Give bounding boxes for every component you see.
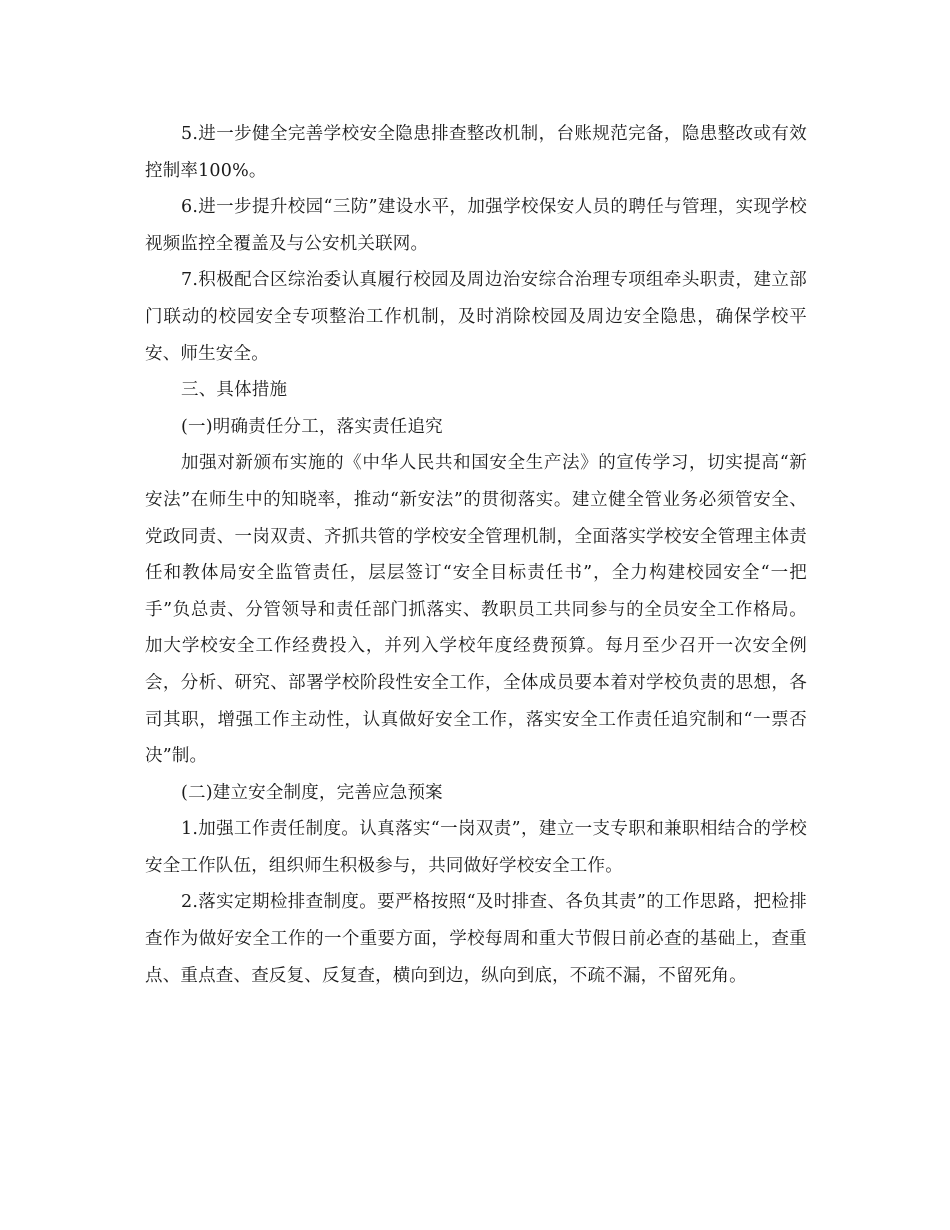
subheading-responsibility: (一)明确责任分工，落实责任追究 <box>181 416 443 437</box>
subheading-safety-system: (二)建立安全制度，完善应急预案 <box>181 782 443 803</box>
paragraph-system-item-1: 1.加强工作责任制度。认真落实“一岗双责”，建立一支专职和兼职相结合的学校安全工作队伍，组织师生积极参与，共同做好学校安全工作。 <box>145 819 807 876</box>
paragraph-responsibility-body: 加强对新颁布实施的《中华人民共和国安全生产法》的宣传学习，切实提高“新安法”在师生中的知晓率，推动“新安法”的贯彻落实。建立健全管业务必须管安全、党政同责、一岗双责、齐抓共管的学校安全管理机制，全面落实学校安全管理主体责任和教体局安全监管责任，层层签订“安全目标责任书”，全力构建校园安全“一把手”负总责、分管领导和责任部门抓落实、教职员工共同参与的全员安全工作格局。加大学校安全工作经费投入，并列入学校年度经费预算。每月至少召开一次安全例会，分析、研究、部署学校阶段性安全工作，全体成员要本着对学校负责的思想，各司其职，增强工作主动性，认真做好安全工作，落实安全工作责任追究制和“一票否决”制。 <box>145 453 807 767</box>
paragraph-item-7: 7.积极配合区综治委认真履行校园及周边治安综合治理专项组牵头职责，建立部门联动的校园安全专项整治工作机制，及时消除校园及周边安全隐患，确保学校平安、师生安全。 <box>145 270 807 364</box>
section-heading-measures: 三、具体措施 <box>181 380 288 401</box>
paragraph-item-6: 6.进一步提升校园“三防”建设水平，加强学校保安人员的聘任与管理，实现学校视频监控全覆盖及与公安机关联网。 <box>145 197 807 254</box>
paragraph-system-item-2: 2.落实定期检排查制度。要严格按照“及时排查、各负其责”的工作思路，把检排查作为做好安全工作的一个重要方面，学校每周和重大节假日前必查的基础上，查重点、重点查、查反复、反复查，横向到边，纵向到底，不疏不漏，不留死角。 <box>145 892 807 986</box>
paragraph-item-5: 5.进一步健全完善学校安全隐患排查整改机制，台账规范完备，隐患整改或有效控制率100%。 <box>145 124 807 181</box>
document-body <box>145 116 807 994</box>
